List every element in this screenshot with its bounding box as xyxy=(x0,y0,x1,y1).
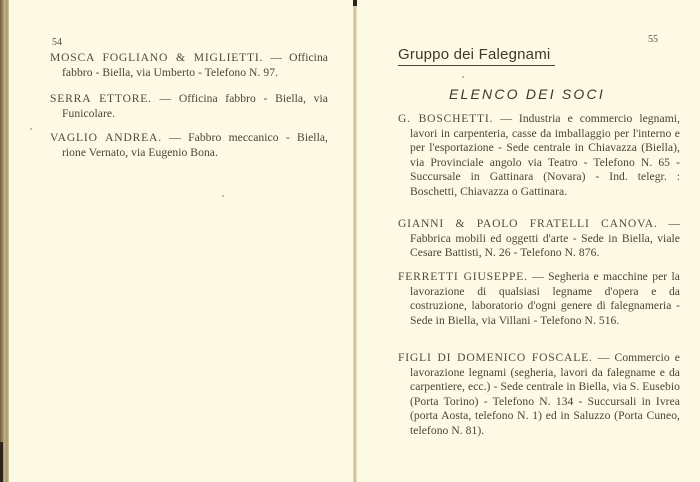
directory-entry xyxy=(398,351,680,439)
entry-name: GIANNI & PAOLO FRATELLI CANOVA. xyxy=(398,217,658,230)
entry-text: — Fabbro meccanico - Biella, rione Vernato, via Eugenio Bona. xyxy=(62,131,328,159)
entry-text: — Segheria e macchine per la lavorazione di qualsiasi legname d'opera e da costruzione, laboratorio d'ogni genere di falegnameria - Sede in Biella, via Villani - Telefono N. 516. xyxy=(410,270,680,327)
entry-text: — Officina fabbro - Biella, via Umberto - Telefono N. 97. xyxy=(62,51,328,79)
entry-text: — Industria e commercio legnami, lavori in carpenteria, casse da imballaggio per l'interno e per l'esportazione - Sede centrale in Chiavazza (Biella), via Provinciale angolo via Teatro - Telefono N. 65 - Succursale in Gattinara (Novara) - Ind. telegr. : Boschetti, Chiavazza o Gattinara. xyxy=(410,112,680,198)
directory-entry xyxy=(50,51,328,80)
paper-speck xyxy=(222,195,224,197)
entry-text: — Commercio e lavorazione legnami (segheria, lavori da falegname e da carpentiere, ecc.) - Sede centrale in Biella, via S. Eusebio (Porta Torino) - Telefono N. 134 - Succursali in Ivrea (porta Aosta, telefono N. 1) ed in Saluzzo (Porta Cuneo, telefono N. 81). xyxy=(410,351,681,437)
entry-name: SERRA ETTORE. xyxy=(50,92,152,105)
entry-text: — Fabbrica mobili ed oggetti d'arte - Sede in Biella, viale Cesare Battisti, N. 26 - Telefono N. 876. xyxy=(410,217,680,260)
entry-name: FERRETTI GIUSEPPE. xyxy=(398,270,528,283)
entry-name: MOSCA FOGLIANO & MIGLIETTI. xyxy=(50,51,264,64)
left-page xyxy=(12,0,352,482)
book-gutter xyxy=(353,0,357,482)
directory-entry xyxy=(50,92,328,121)
directory-entry xyxy=(398,112,680,200)
book-edge xyxy=(0,0,9,482)
paper-speck xyxy=(462,76,464,78)
section-subtitle: ELENCO DEI SOCI xyxy=(449,86,605,102)
directory-entry xyxy=(50,131,328,160)
entry-text: — Officina fabbro - Biella, via Funicolare. xyxy=(62,92,328,120)
group-title: Gruppo dei Falegnami xyxy=(398,46,555,66)
directory-entry xyxy=(398,217,680,261)
page-number: 54 xyxy=(52,37,62,48)
right-page xyxy=(358,0,700,482)
directory-entry xyxy=(398,270,680,328)
entry-name: FIGLI DI DOMENICO FOSCALE. xyxy=(398,351,593,364)
page-number: 55 xyxy=(648,34,658,45)
entry-name: VAGLIO ANDREA. xyxy=(50,131,162,144)
entry-name: G. BOSCHETTI. xyxy=(398,112,494,125)
paper-speck xyxy=(30,128,32,130)
gutter-shadow xyxy=(353,0,357,6)
